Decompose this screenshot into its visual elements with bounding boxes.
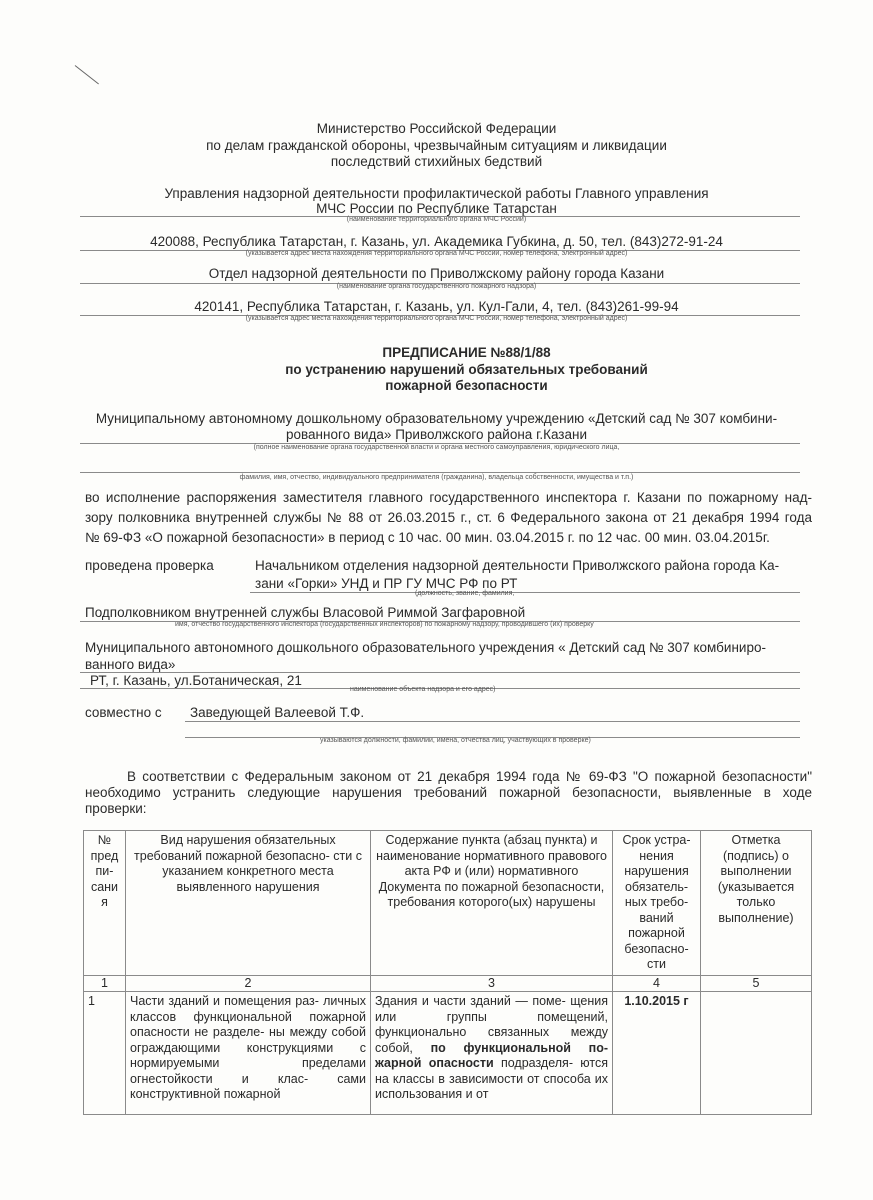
- inspector-caption-1: (должность, звание, фамилия,: [415, 590, 515, 597]
- header-mark: Отметка (подпись) о выполнении (указывается только выполнение): [701, 831, 812, 976]
- row-norm: [371, 992, 613, 1115]
- norm-bold-text: по функциональной по- жарной опасности: [375, 1040, 609, 1070]
- pen-mark: [75, 65, 99, 84]
- header-deadline: Срок устра- нения нарушения обязатель- ных требо- ваний пожарной безопасно- сти: [613, 831, 701, 976]
- intro-line-3: проверки:: [85, 801, 147, 816]
- object-caption: наименование объекта надзора и его адрес): [350, 686, 496, 693]
- jointly-label: совместно с: [85, 705, 162, 720]
- intro-line-1: В соответствии с Федеральным законом от 21 декабря 1994 года № 69-ФЗ "О пожарной безопасности": [127, 769, 812, 784]
- row-violation: Части зданий и помещения раз- личных классов функциональной пожарной опасности не разделе- ны между собой ограждающими конструкциями с нормируемыми пределами огнестойкости и клас- сами конструктивной пожарной: [126, 992, 371, 1115]
- inspector-name: Подполковником внутренней службы Власовой Риммой Загфаровной: [85, 605, 526, 620]
- divider: [250, 592, 800, 593]
- recipient-caption-2: фамилия, имя, отчество, индивидуального предпринимателя (гражданина), владельца собственности, имущества и т.п.): [239, 474, 634, 481]
- authority-address: 420088, Республика Татарстан, г. Казань, ул. Академика Губкина, д. 50, тел. (843)272-91-24: [150, 234, 723, 249]
- document-title: ПРЕДПИСАНИЕ №88/1/88: [382, 345, 551, 360]
- table-row: [84, 992, 812, 1115]
- divider: [80, 472, 800, 473]
- object-name-1: Муниципального автономного дошкольного образовательного учреждения « Детский сад № 307 комбиниро-: [85, 640, 766, 655]
- ministry-line-3: последствий стихийных бедствий: [330, 154, 543, 169]
- intro-line-2: необходимо устранить следующие нарушения требований пожарной безопасности, выявленные в ходе: [85, 785, 812, 800]
- header-norm: Содержание пункта (абзац пункта) и наименование нормативного правового акта РФ и (или) нормативного Документа по пожарной безопасности, требования которого(ых) нарушены: [371, 831, 613, 976]
- row-number: 1: [84, 992, 126, 1115]
- authority-line-1: Управления надзорной деятельности профилактической работы Главного управления: [164, 186, 709, 201]
- jointly-person: Заведующей Валеевой Т.Ф.: [190, 705, 365, 720]
- department-name: Отдел надзорной деятельности по Приволжскому району города Казани: [208, 266, 665, 281]
- recipient-line-1: Муниципальному автономному дошкольному образовательному учреждению «Детский сад № 307 комбини-: [95, 411, 778, 426]
- department-caption: (наименование органа государственного пожарного надзора): [336, 283, 537, 290]
- row-mark: [701, 992, 812, 1115]
- column-number: 2: [126, 975, 371, 992]
- column-number: 4: [613, 975, 701, 992]
- recipient-caption-1: (полное наименование органа государственной власти и органа местного самоуправления, юридического лица,: [253, 444, 620, 451]
- table-header-row: [84, 831, 812, 976]
- column-number: 3: [371, 975, 613, 992]
- inspection-label: проведена проверка: [85, 558, 214, 573]
- recipient-line-2: рованного вида» Приволжского района г.Казани: [285, 427, 588, 442]
- department-address-caption: (указывается адрес места нахождения территориального органа МЧС России, номер телефона, электронный адрес): [245, 315, 628, 322]
- document-subtitle-2: пожарной безопасности: [385, 378, 548, 393]
- object-name-2: ванного вида»: [85, 657, 176, 672]
- header-violation: Вид нарушения обязательных требований пожарной безопасно- сти с указанием конкретного места выявленного нарушения: [126, 831, 371, 976]
- ministry-line-1: Министерство Российской Федерации: [316, 121, 557, 136]
- authority-address-caption: (указывается адрес места нахождения территориального органа МЧС России, номер телефона, электронный адрес): [245, 250, 628, 257]
- authority-line-2: МЧС России по Республике Татарстан: [316, 201, 557, 216]
- row-deadline: 1.10.2015 г: [613, 992, 701, 1115]
- inspector-caption-2: имя, отчество государственного инспектора (государственных инспекторов) по пожарному надзору, проводившего (их) проверку: [175, 621, 594, 628]
- inspector-position-1: Начальником отделения надзорной деятельности Приволжского района города Ка-: [255, 558, 780, 573]
- header-number: № пред пи- сани я: [84, 831, 126, 976]
- divider: [185, 721, 800, 722]
- authority-caption: (наименование территориального органа МЧС России): [346, 216, 527, 223]
- department-address: 420141, Республика Татарстан, г. Казань, ул. Кул-Гали, 4, тел. (843)261-99-94: [194, 299, 679, 314]
- object-address: РТ, г. Казань, ул.Ботаническая, 21: [90, 673, 302, 688]
- inspector-position-2: зани «Горки» УНД и ПР ГУ МЧС РФ по РТ: [255, 576, 518, 591]
- basis-line-3: № 69-ФЗ «О пожарной безопасности» в период с 10 час. 00 мин. 03.04.2015 г. по 12 час. 00 мин. 03.04.2015г.: [85, 530, 770, 545]
- basis-line-1: во исполнение распоряжения заместителя главного государственного инспектора г. Казани по пожарному над-: [85, 490, 812, 505]
- column-number: 5: [701, 975, 812, 992]
- violations-table: [83, 830, 812, 1115]
- ministry-line-2: по делам гражданской обороны, чрезвычайным ситуациям и ликвидации: [206, 138, 667, 153]
- column-numbers-row: [84, 975, 812, 992]
- norm-text: Здания и части зданий — поме- щения или группы помещений, функционально связанных между собой,: [375, 994, 608, 1055]
- norm-text: подразделя- ются на классы в зависимости от способа их использования и от: [375, 1056, 608, 1101]
- column-number: 1: [84, 975, 126, 992]
- document-subtitle-1: по устранению нарушений обязательных требований: [285, 362, 648, 377]
- jointly-caption: указываются должности, фамилии, имена, отчества лиц, участвующих в проверке): [320, 737, 591, 744]
- basis-line-2: зору полковника внутренней службы № 88 от 26.03.2015 г., ст. 6 Федерального закона от 21 декабря 1994 года: [85, 510, 812, 525]
